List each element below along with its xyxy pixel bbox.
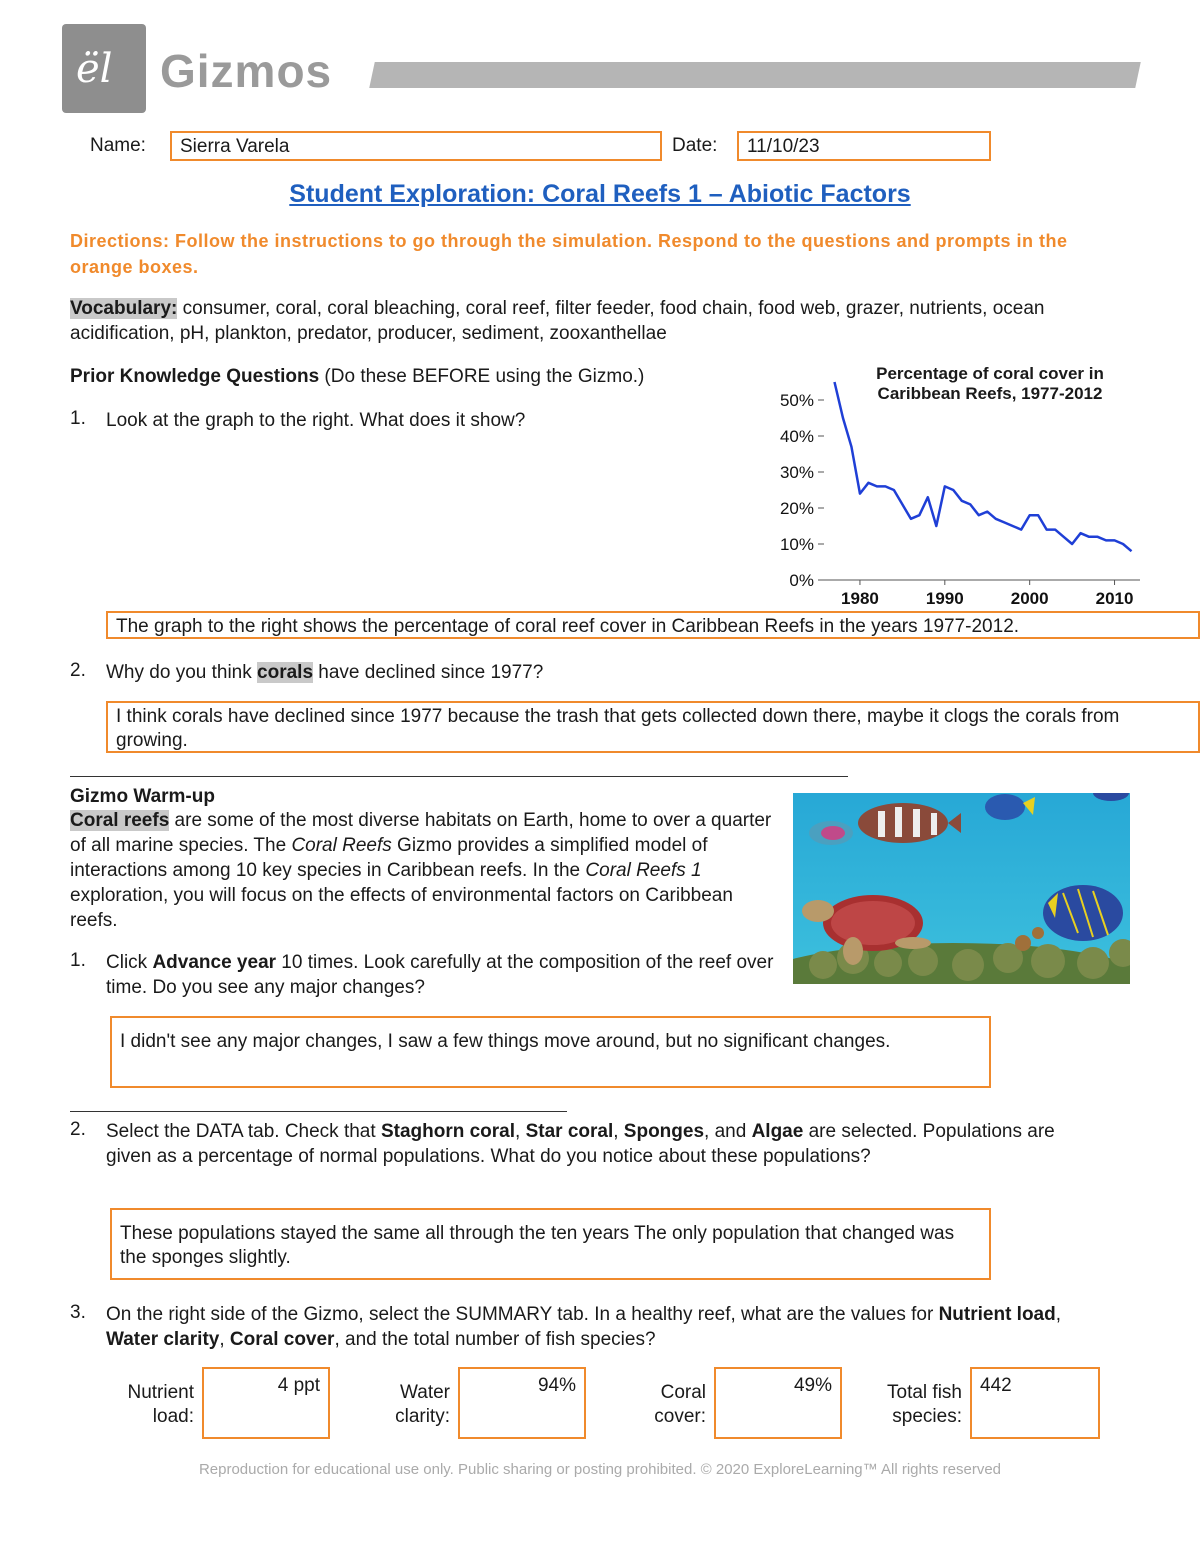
warmup-q2-d: , bbox=[613, 1121, 624, 1142]
prior-answer-1[interactable]: The graph to the right shows the percentage of coral reef cover in Caribbean Reefs in the years 1977-2012. bbox=[106, 611, 1200, 639]
date-label: Date: bbox=[672, 135, 718, 156]
x-tick-label: 1980 bbox=[841, 589, 879, 608]
warmup-q2-number: 2. bbox=[70, 1119, 86, 1140]
warmup-p-2: Gizmo provides a simplified model of interactions among 10 key species in Caribbean reefs. In the bbox=[70, 835, 708, 881]
y-tick-label: 10% bbox=[779, 535, 814, 554]
warmup-q1-text bbox=[106, 950, 786, 1000]
y-tick-label: 50% bbox=[779, 391, 814, 410]
nutrient-label-1: Nutrient bbox=[127, 1382, 194, 1403]
nutrient-load-field[interactable]: 4 ppt bbox=[202, 1367, 330, 1439]
page-title: Student Exploration: Coral Reefs 1 – Abiotic Factors bbox=[289, 180, 911, 208]
vocabulary-label: Vocabulary: bbox=[70, 298, 178, 319]
warmup-q1-pre: Click bbox=[106, 952, 153, 973]
warmup-q3-b3: Coral cover bbox=[229, 1329, 335, 1350]
warmup-q3-b2: Water clarity bbox=[106, 1329, 220, 1350]
warmup-paragraph bbox=[70, 808, 782, 933]
warmup-q3-c: , bbox=[1055, 1304, 1062, 1325]
prior-q1-number: 1. bbox=[70, 408, 86, 429]
warmup-heading-text: Gizmo Warm-up bbox=[70, 786, 215, 807]
warmup-p-italic2: Coral Reefs 1 bbox=[585, 860, 702, 881]
series-line bbox=[834, 382, 1131, 551]
fish-species-field[interactable]: 442 bbox=[970, 1367, 1100, 1439]
warmup-q2-b3: Sponges bbox=[623, 1121, 705, 1142]
prior-q2-number: 2. bbox=[70, 660, 86, 681]
y-tick-label: 40% bbox=[779, 427, 814, 446]
date-field[interactable]: 11/10/23 bbox=[737, 131, 991, 161]
warmup-q2-f: are selected. Populations are given as a percentage of normal populations. What do you notice about these populations? bbox=[106, 1121, 1055, 1167]
warmup-p-1: are some of the most diverse habitats on Earth, home to over a quarter of all marine species. The bbox=[70, 810, 772, 856]
clarity-label-1: Water bbox=[400, 1382, 450, 1403]
prior-q2-bold: corals bbox=[257, 662, 314, 683]
prior-q2-post: have declined since 1977? bbox=[313, 662, 544, 683]
prior-heading-note: (Do these BEFORE using the Gizmo.) bbox=[319, 366, 645, 387]
prior-heading bbox=[70, 364, 644, 389]
fish-species-label bbox=[862, 1381, 962, 1429]
coral-reef-image bbox=[793, 793, 1130, 984]
coral-label-1: Coral bbox=[660, 1382, 706, 1403]
warmup-answer-1[interactable]: I didn't see any major changes, I saw a few things move around, but no significant changes. bbox=[110, 1016, 991, 1088]
logo-glyph: ël bbox=[76, 46, 113, 92]
fish-label-1: Total fish bbox=[887, 1382, 962, 1403]
chart-plot bbox=[760, 362, 1190, 612]
warmup-q3-number: 3. bbox=[70, 1302, 86, 1323]
y-tick-label: 0% bbox=[789, 571, 814, 590]
warmup-q3-e: , and the total number of fish species? bbox=[334, 1329, 656, 1350]
clarity-label-2: clarity: bbox=[395, 1406, 450, 1427]
warmup-answer-2[interactable]: These populations stayed the same all through the ten years The only population that changed was the sponges slightly. bbox=[110, 1208, 991, 1280]
warmup-p-bold: Coral reefs bbox=[70, 810, 170, 831]
warmup-p-italic1: Coral Reefs bbox=[291, 835, 392, 856]
name-field[interactable]: Sierra Varela bbox=[170, 131, 662, 161]
y-tick-label: 30% bbox=[779, 463, 814, 482]
prior-q2-text bbox=[106, 660, 543, 685]
prior-answer-2[interactable]: I think corals have declined since 1977 because the trash that gets collected down there, maybe it clogs the corals from growing. bbox=[106, 701, 1200, 753]
coral-label-2: cover: bbox=[654, 1406, 706, 1427]
section-divider bbox=[70, 776, 848, 777]
x-tick-label: 2010 bbox=[1095, 589, 1134, 608]
fish-label-2: species: bbox=[892, 1406, 962, 1427]
prior-q2-pre: Why do you think bbox=[106, 662, 258, 683]
warmup-q1-number: 1. bbox=[70, 950, 86, 971]
warmup-q3-a: On the right side of the Gizmo, select the SUMMARY tab. In a healthy reef, what are the values for bbox=[106, 1304, 939, 1325]
reef-illustration bbox=[793, 793, 1130, 984]
prior-heading-title: Prior Knowledge Questions bbox=[70, 366, 320, 387]
warmup-q3-d: , bbox=[219, 1329, 230, 1350]
nutrient-load-label bbox=[100, 1381, 194, 1429]
warmup-q2-b4: Algae bbox=[751, 1121, 804, 1142]
x-tick-label: 2000 bbox=[1010, 589, 1049, 608]
coral-cover-field[interactable]: 49% bbox=[714, 1367, 842, 1439]
header-bar bbox=[369, 62, 1141, 88]
coral-cover-label bbox=[620, 1381, 706, 1429]
warmup-q2-e: , and bbox=[704, 1121, 752, 1142]
coral-cover-chart bbox=[760, 362, 1190, 612]
y-tick-label: 20% bbox=[779, 499, 814, 518]
warmup-q2-c: , bbox=[515, 1121, 526, 1142]
warmup-q2-b2: Star coral bbox=[525, 1121, 614, 1142]
warmup-q3-b1: Nutrient load bbox=[938, 1304, 1056, 1325]
warmup-q2-a: Select the DATA tab. Check that bbox=[106, 1121, 381, 1142]
warmup-q2-b1: Staghorn coral bbox=[380, 1121, 516, 1142]
warmup-q2-text bbox=[106, 1119, 1066, 1169]
vocabulary bbox=[70, 296, 1130, 346]
x-tick-label: 1990 bbox=[925, 589, 964, 608]
directions: Directions: Follow the instructions to go through the simulation. Respond to the questions and prompts in the orange boxes. bbox=[70, 231, 1068, 277]
nutrient-label-2: load: bbox=[152, 1406, 194, 1427]
warmup-p-3: exploration, you will focus on the effects of environmental factors on Caribbean reefs. bbox=[70, 885, 733, 931]
footer-copyright: Reproduction for educational use only. Public sharing or posting prohibited. © 2020 ExploreLearning™ All rights reserved bbox=[198, 1461, 1002, 1478]
warmup-q1-bold: Advance year bbox=[152, 952, 277, 973]
water-clarity-label bbox=[360, 1381, 450, 1429]
water-clarity-field[interactable]: 94% bbox=[458, 1367, 586, 1439]
gizmos-logo bbox=[62, 24, 146, 113]
name-label: Name: bbox=[90, 135, 146, 156]
chart-title: Percentage of coral cover in Caribbean Reefs, 1977-2012 bbox=[876, 364, 1104, 403]
brand-name: Gizmos bbox=[160, 45, 333, 97]
warmup-q3-text bbox=[106, 1302, 1086, 1352]
warmup-q1-post: 10 times. Look carefully at the composition of the reef over time. Do you see any major changes? bbox=[106, 952, 774, 998]
prior-q1-text: Look at the graph to the right. What does it show? bbox=[106, 410, 526, 431]
warmup-heading bbox=[70, 784, 215, 809]
vocabulary-text: consumer, coral, coral bleaching, coral reef, filter feeder, food chain, food web, grazer, nutrients, ocean acidification, pH, plankton, predator, producer, sediment, zooxanthellae bbox=[70, 298, 1045, 344]
section-divider-2 bbox=[70, 1111, 567, 1112]
